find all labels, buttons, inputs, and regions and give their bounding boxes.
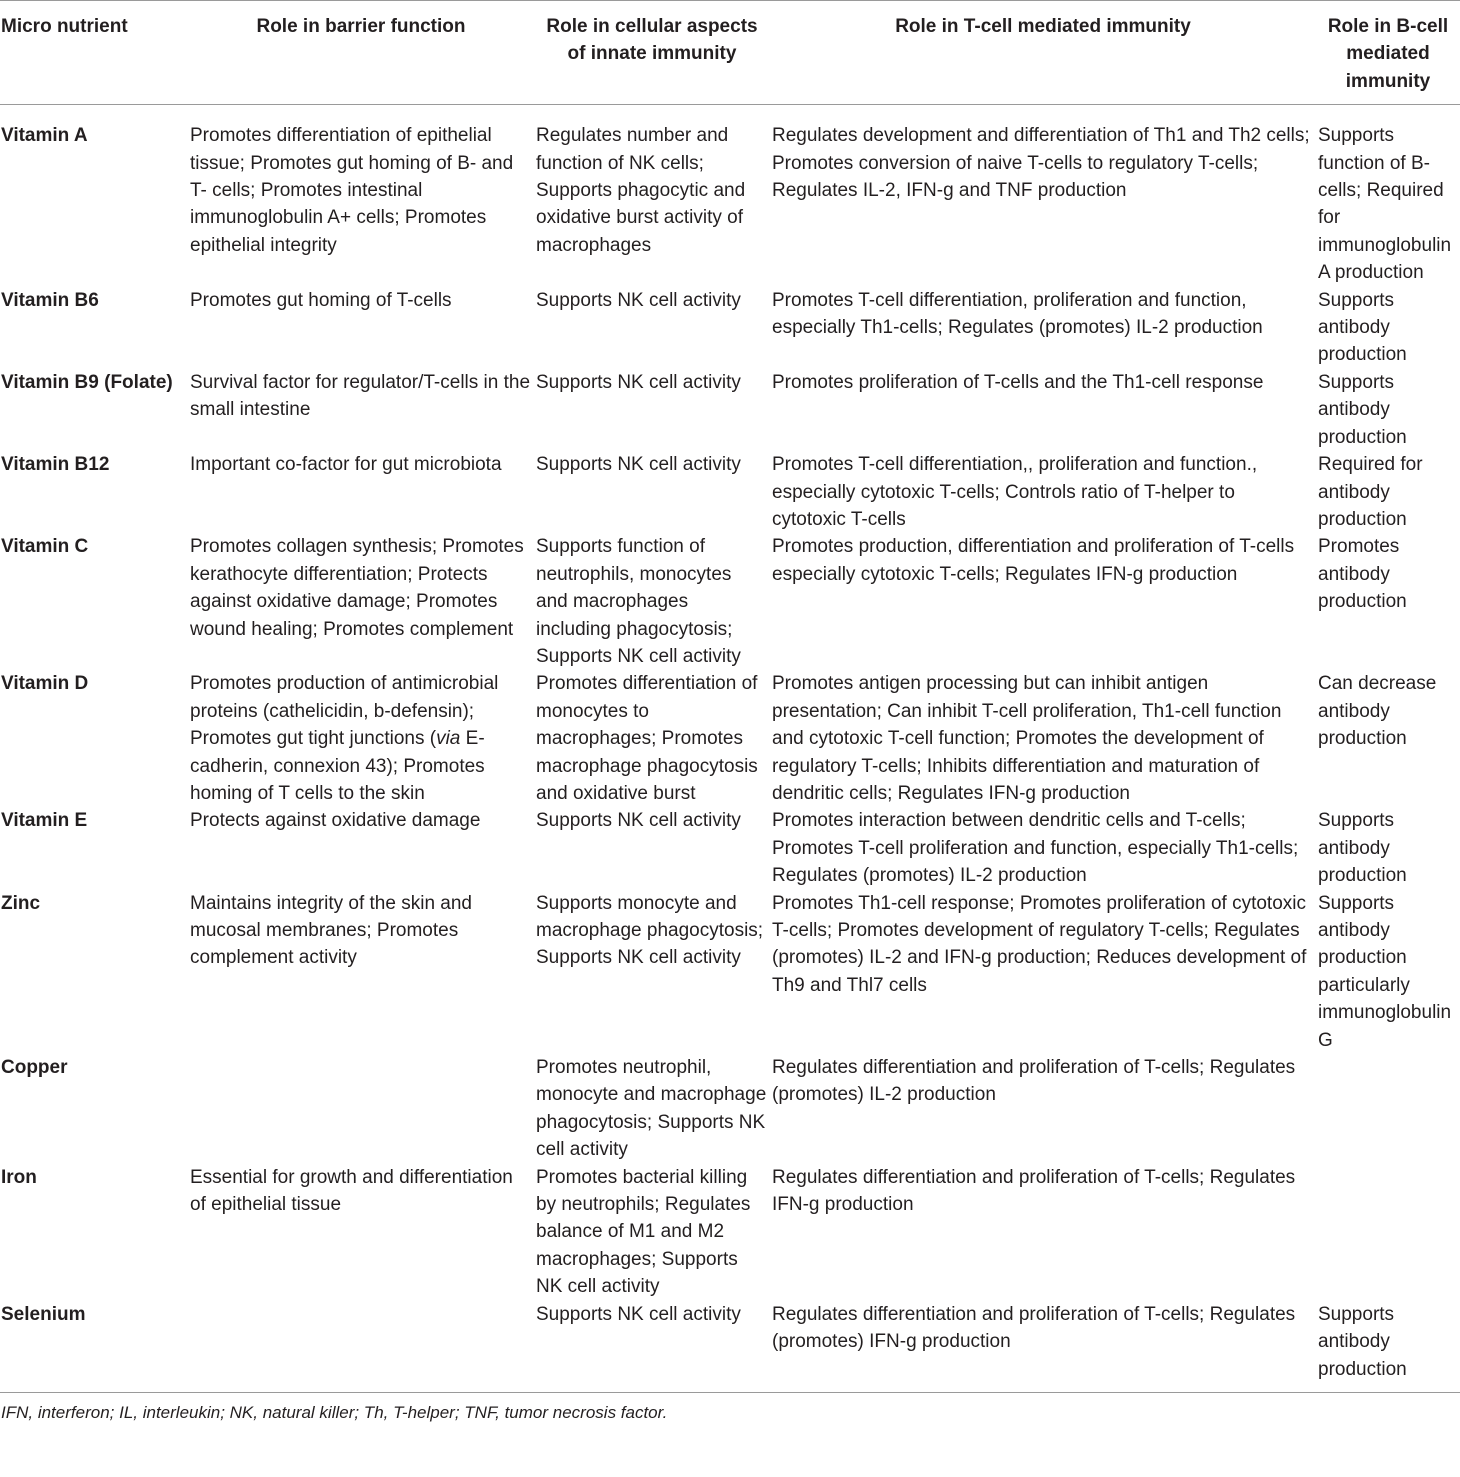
b-cell-role: Supports antibody production (1318, 1303, 1407, 1380)
barrier-role: Maintains integrity of the skin and mucosal membranes; Promotes complement activity (190, 892, 472, 969)
b-cell-role: Supports antibody production (1318, 810, 1407, 887)
header-t-cell-immunity: Role in T-cell mediated immunity (895, 16, 1191, 37)
nutrient-name: Vitamin D (1, 673, 89, 695)
innate-role: Supports NK cell activity (536, 1303, 741, 1325)
t-cell-role: Promotes antigen processing but can inhibit antigen presentation; Can inhibit T-cell proliferation, Th1-cell function and cytotoxic T-cell function; Promotes the development of regulatory T-cells; Inhibits differentiation and maturation of dendritic cells; Regulates IFN-g production (772, 673, 1282, 804)
table-row (0, 1054, 1460, 1164)
nutrient-name: Vitamin B9 (Folate) (1, 371, 173, 393)
t-cell-role: Promotes interaction between dendritic cells and T-cells; Promotes T-cell proliferation and function, especially Th1-cells; Regulates (promotes) IL-2 production (772, 810, 1299, 887)
nutrient-name: Selenium (1, 1303, 86, 1325)
table-row (0, 670, 1460, 807)
header-b-cell-immunity: Role in B-cell mediated immunity (1327, 16, 1449, 92)
table-row (0, 105, 1460, 287)
t-cell-role: Promotes T-cell differentiation, proliferation and function, especially Th1-cells; Regulates (promotes) IL-2 production (772, 289, 1263, 339)
b-cell-role: Supports function of B-cells; Required for immunoglobulin A production (1318, 125, 1452, 284)
barrier-role (188, 1054, 534, 1164)
b-cell-role: Supports antibody production (1318, 371, 1407, 448)
table-row (0, 807, 1460, 889)
barrier-role: Promotes collagen synthesis; Promotes kerathocyte differentiation; Protects against oxidative damage; Promotes wound healing; Promotes complement (190, 536, 524, 640)
nutrient-name: Vitamin E (1, 810, 88, 832)
table-row (0, 1301, 1460, 1393)
b-cell-role: Supports antibody production particularly immunoglobulin G (1318, 892, 1452, 1051)
barrier-role: Protects against oxidative damage (190, 810, 481, 832)
table-row (0, 451, 1460, 533)
t-cell-role: Promotes T-cell differentiation,, proliferation and function., especially cytotoxic T-cells; Controls ratio of T-helper to cytotoxic T-cells (772, 454, 1258, 530)
nutrient-name: Vitamin B12 (1, 454, 110, 476)
barrier-role: Essential for growth and differentiation of epithelial tissue (190, 1166, 513, 1216)
header-barrier-function: Role in barrier function (256, 16, 466, 37)
innate-role: Regulates number and function of NK cells; Supports phagocytic and oxidative burst activity of macrophages (536, 125, 746, 256)
nutrient-name: Vitamin A (1, 125, 88, 147)
nutrient-name: Zinc (1, 892, 41, 914)
innate-role: Promotes bacterial killing by neutrophils; Regulates balance of M1 and M2 macrophages; Supports NK cell activity (536, 1166, 751, 1298)
innate-role: Supports NK cell activity (536, 289, 741, 311)
t-cell-role: Promotes Th1-cell response; Promotes proliferation of cytotoxic T-cells; Promotes development of regulatory T-cells; Regulates (promotes) IL-2 and IFN-g production; Reduces development of Th9 and Thl7 cells (772, 892, 1307, 996)
nutrient-name: Vitamin B6 (1, 289, 99, 311)
barrier-role (188, 1301, 534, 1393)
header-micro-nutrient: Micro nutrient (1, 16, 128, 37)
innate-role: Promotes neutrophil, monocyte and macrophage phagocytosis; Supports NK cell activity (536, 1057, 767, 1161)
barrier-role: Promotes production of antimicrobial proteins (cathelicidin, b-defensin); Promotes gut tight junctions (via E-cadherin, connexion 43); Promotes homing of T cells to the skin (190, 673, 499, 804)
innate-role: Supports monocyte and macrophage phagocytosis; Supports NK cell activity (536, 892, 764, 969)
barrier-role: Survival factor for regulator/T-cells in the small intestine (190, 371, 531, 421)
innate-role: Supports NK cell activity (536, 371, 741, 393)
innate-role: Supports function of neutrophils, monocytes and macrophages including phagocytosis; Supports NK cell activity (536, 536, 741, 667)
innate-role: Supports NK cell activity (536, 454, 741, 476)
t-cell-role: Promotes proliferation of T-cells and the Th1-cell response (772, 371, 1264, 393)
barrier-role: Promotes differentiation of epithelial tissue; Promotes gut homing of B- and T- cells; Promotes intestinal immunoglobulin A+ cells; Promotes epithelial integrity (190, 125, 514, 256)
nutrient-name: Iron (1, 1166, 37, 1188)
nutrient-name: Vitamin C (1, 536, 89, 558)
barrier-role: Promotes gut homing of T-cells (190, 289, 452, 311)
table-row (0, 369, 1460, 451)
t-cell-role: Promotes production, differentiation and proliferation of T-cells especially cytotoxic T-cells; Regulates IFN-g production (772, 536, 1295, 585)
table-row (0, 287, 1460, 369)
b-cell-role: Promotes antibody production (1318, 536, 1407, 613)
innate-role: Promotes differentiation of monocytes to macrophages; Promotes macrophage phagocytosis and oxidative burst (536, 673, 758, 804)
table-row (0, 1164, 1460, 1301)
innate-role: Supports NK cell activity (536, 810, 741, 832)
b-cell-role (1316, 1164, 1460, 1301)
b-cell-role: Required for antibody production (1318, 454, 1423, 530)
header-innate-immunity: Role in cellular aspects of innate immunity (546, 16, 758, 65)
nutrient-name: Copper (1, 1057, 68, 1079)
t-cell-role: Regulates differentiation and proliferation of T-cells; Regulates (promotes) IL-2 production (772, 1057, 1296, 1106)
b-cell-role (1316, 1054, 1460, 1164)
table-row (0, 890, 1460, 1054)
b-cell-role: Can decrease antibody production (1318, 673, 1437, 750)
t-cell-role: Regulates development and differentiation of Th1 and Th2 cells; Promotes conversion of naive T-cells to regulatory T-cells; Regulates IL-2, IFN-g and TNF production (772, 125, 1310, 202)
header-row (0, 1, 1460, 105)
barrier-role: Important co-factor for gut microbiota (190, 454, 502, 476)
t-cell-role: Regulates differentiation and proliferation of T-cells; Regulates (promotes) IFN-g production (772, 1303, 1296, 1353)
t-cell-role: Regulates differentiation and proliferation of T-cells; Regulates IFN-g production (772, 1166, 1296, 1216)
table-footnote: IFN, interferon; IL, interleukin; NK, natural killer; Th, T-helper; TNF, tumor necrosis factor. (1, 1402, 668, 1422)
b-cell-role: Supports antibody production (1318, 289, 1407, 366)
table-row (0, 533, 1460, 670)
